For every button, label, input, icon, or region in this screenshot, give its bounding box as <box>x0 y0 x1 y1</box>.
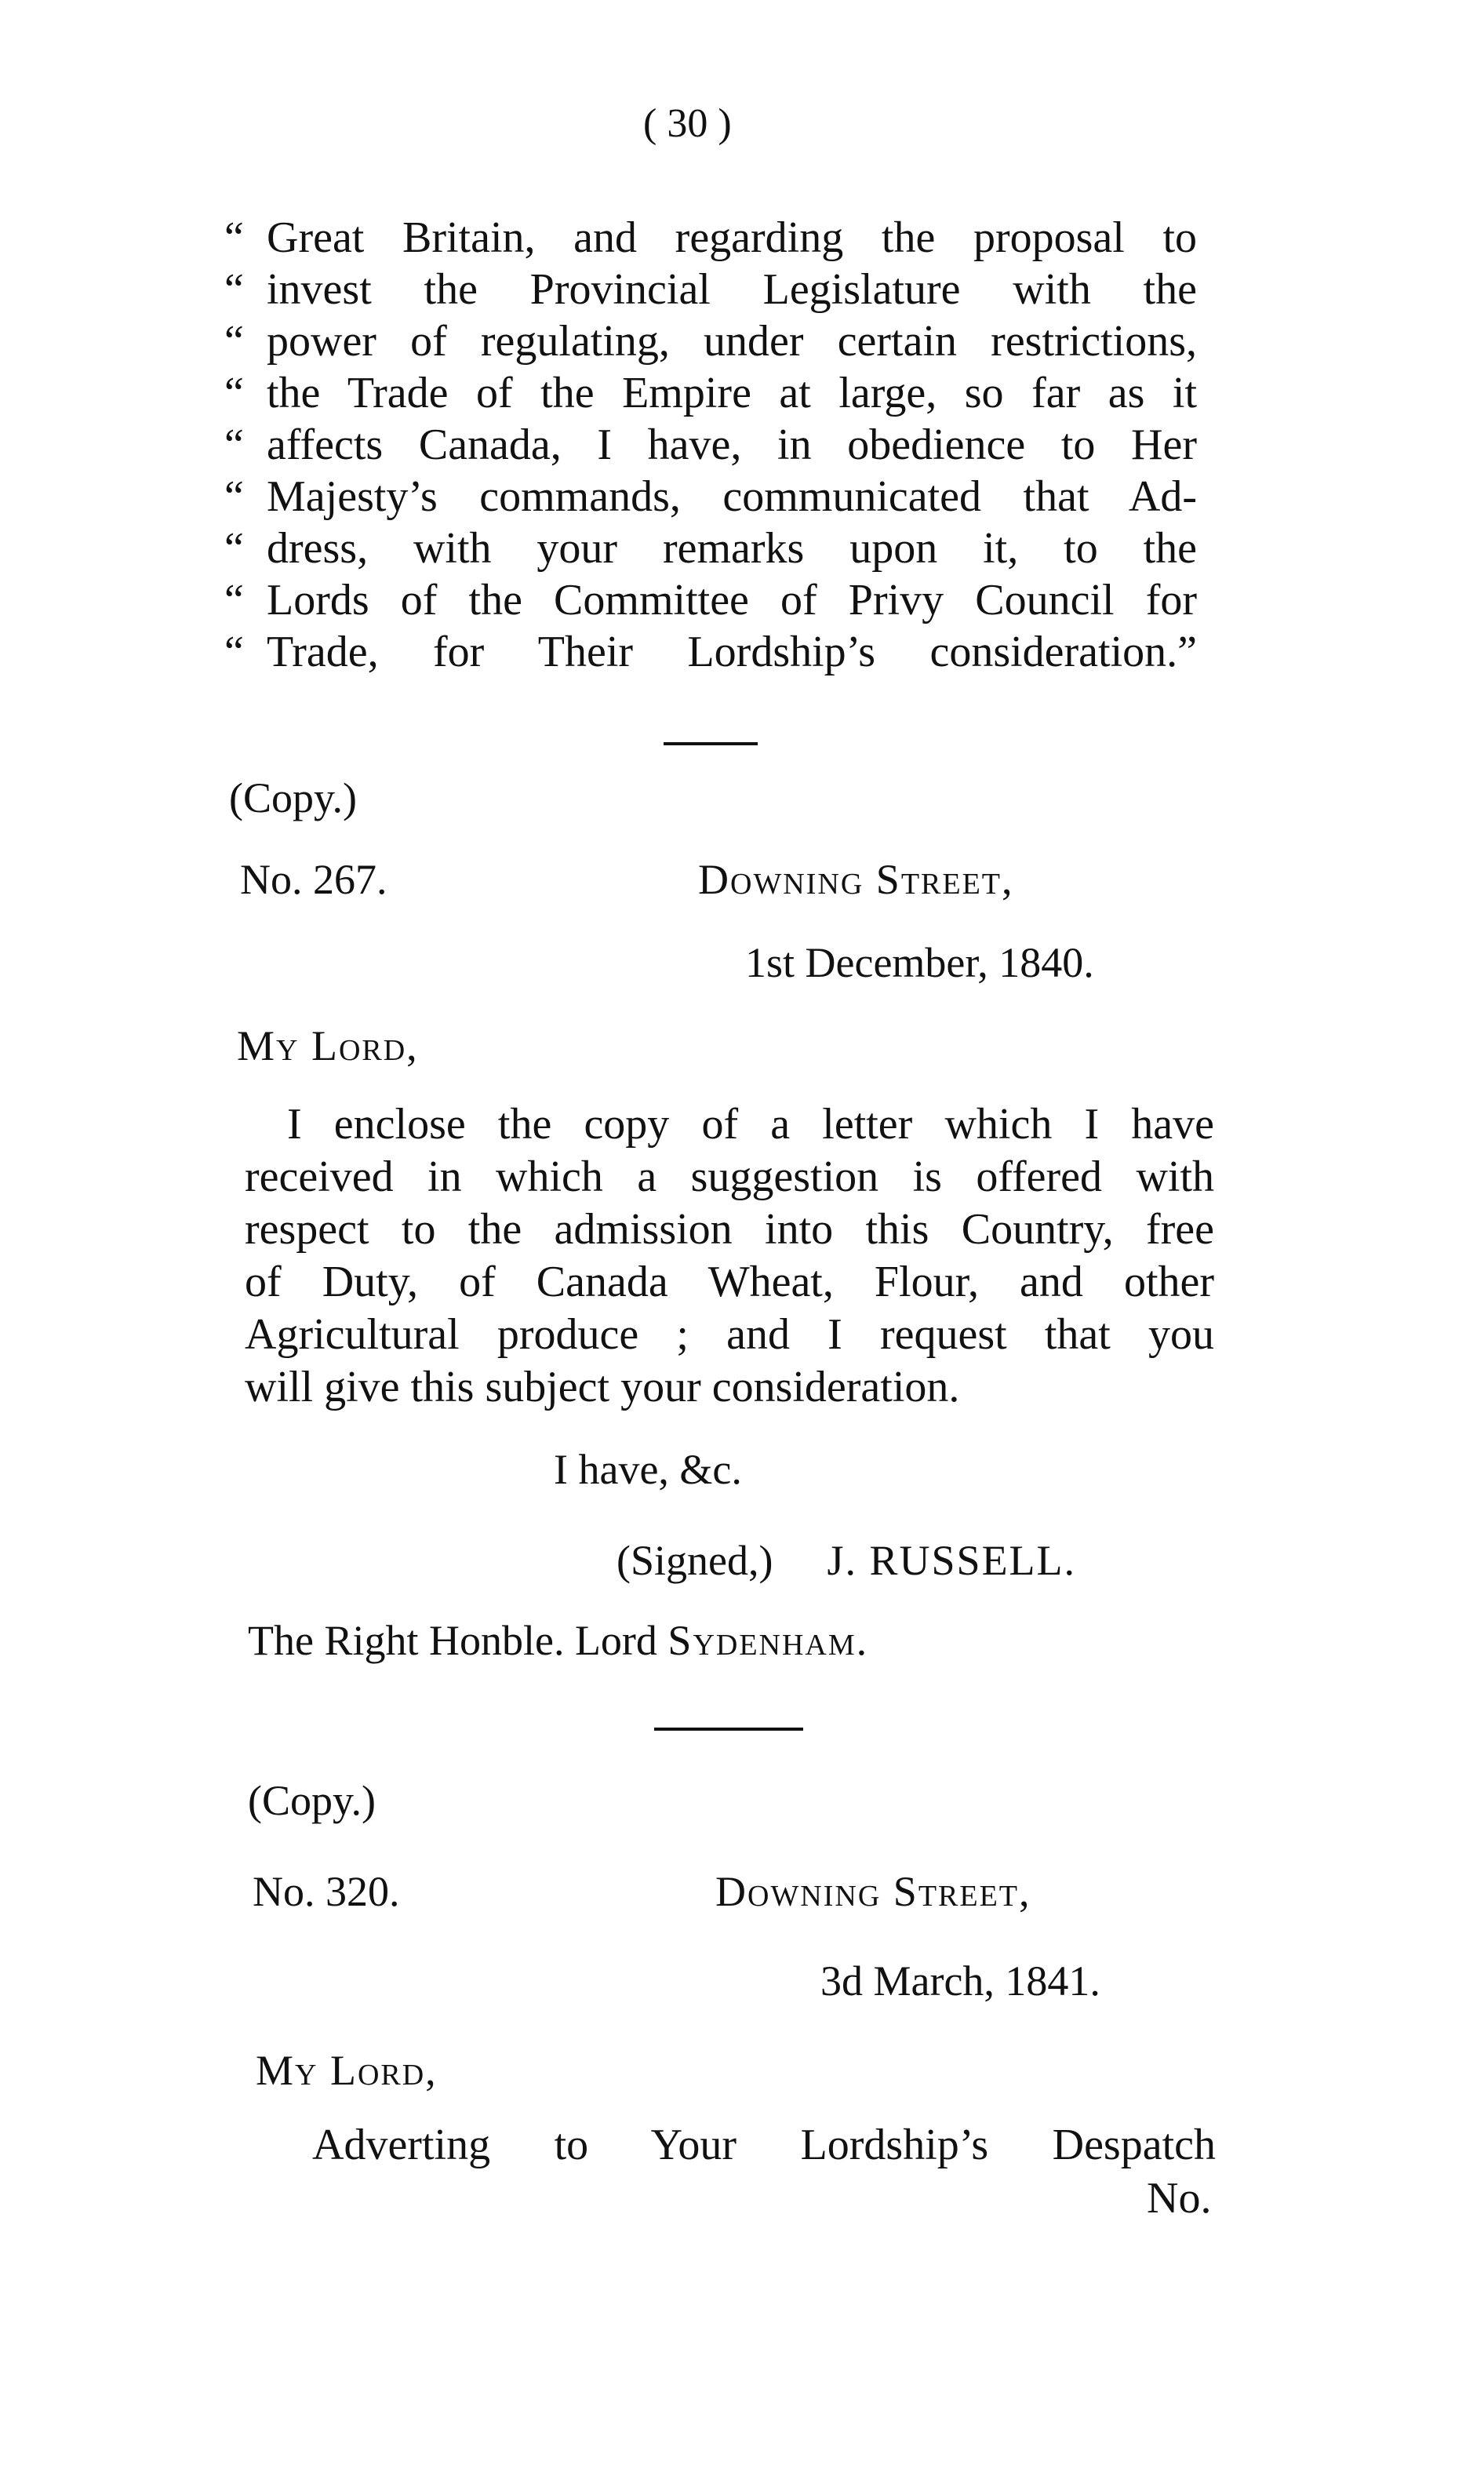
quote-mark: “ <box>224 369 244 417</box>
quote-text: Trade, for Their Lordship’s consideration.” <box>267 628 1197 676</box>
quote-mark: “ <box>224 576 244 624</box>
quote-line <box>224 315 1197 367</box>
body-line: respect to the admission into this Country, free <box>245 1205 1214 1254</box>
signer-name: J. RUSSELL. <box>827 1537 1077 1584</box>
quote-text: Great Britain, and regarding the proposal to <box>267 213 1197 262</box>
quote-line <box>224 212 1197 264</box>
addressee-name: Sydenham. <box>667 1617 869 1664</box>
despatch-number: No. 320. <box>253 1868 400 1915</box>
quote-line <box>224 367 1197 419</box>
body-line: of Duty, of Canada Wheat, Flour, and other <box>245 1258 1214 1306</box>
quote-line <box>224 626 1197 678</box>
quote-line <box>224 471 1197 523</box>
quote-text: dress, with your remarks upon it, to the <box>267 524 1197 573</box>
body-line: received in which a suggestion is offered with <box>245 1152 1214 1201</box>
body-line: will give this subject your consideration. <box>245 1363 960 1411</box>
closing: I have, &c. <box>554 1446 742 1493</box>
quote-mark: “ <box>224 265 244 314</box>
letter-opening-line: Adverting to Your Lordship’s Despatch <box>312 2121 1216 2169</box>
quote-line <box>224 574 1197 626</box>
quote-text: Majesty’s commands, communicated that Ad- <box>267 472 1197 521</box>
quote-text: the Trade of the Empire at large, so far as it <box>267 369 1197 417</box>
quote-text: Lords of the Committee of Privy Council for <box>267 576 1197 624</box>
quote-mark: “ <box>224 317 244 366</box>
addressee-prefix: The Right Honble. Lord <box>248 1617 668 1664</box>
section-divider <box>664 742 758 745</box>
despatch-number: No. 267. <box>240 856 387 903</box>
quote-mark: “ <box>224 472 244 521</box>
signed-label: (Signed,) <box>617 1537 773 1584</box>
copy-label: (Copy.) <box>248 1777 376 1824</box>
street-address: Downing Street, <box>698 856 1014 903</box>
quote-mark: “ <box>224 524 244 573</box>
quote-line <box>224 523 1197 574</box>
quote-mark: “ <box>224 421 244 469</box>
section-divider <box>654 1728 803 1731</box>
copy-label: (Copy.) <box>229 774 357 821</box>
quote-mark: “ <box>224 628 244 676</box>
quote-text: power of regulating, under certain restrictions, <box>267 317 1197 366</box>
quote-line <box>224 264 1197 315</box>
catchword: No. <box>1147 2174 1212 2223</box>
salutation: My Lord, <box>237 1022 419 1069</box>
letter-date: 3d March, 1841. <box>820 1957 1100 2005</box>
salutation: My Lord, <box>256 2047 438 2094</box>
quote-text: invest the Provincial Legislature with the <box>267 265 1197 314</box>
addressee <box>248 1616 868 1665</box>
letter-date: 1st December, 1840. <box>745 939 1094 986</box>
quote-text: affects Canada, I have, in obedience to Her <box>267 421 1197 469</box>
signature-line <box>617 1536 1076 1585</box>
quoted-passage <box>224 212 1197 678</box>
body-line: I enclose the copy of a letter which I have <box>287 1100 1214 1149</box>
quote-mark: “ <box>224 213 244 262</box>
street-address: Downing Street, <box>715 1868 1031 1915</box>
body-line: Agricultural produce ; and I request that you <box>245 1310 1214 1359</box>
quote-line <box>224 419 1197 471</box>
page-number: ( 30 ) <box>643 101 732 146</box>
letter-body <box>245 1098 1214 1414</box>
